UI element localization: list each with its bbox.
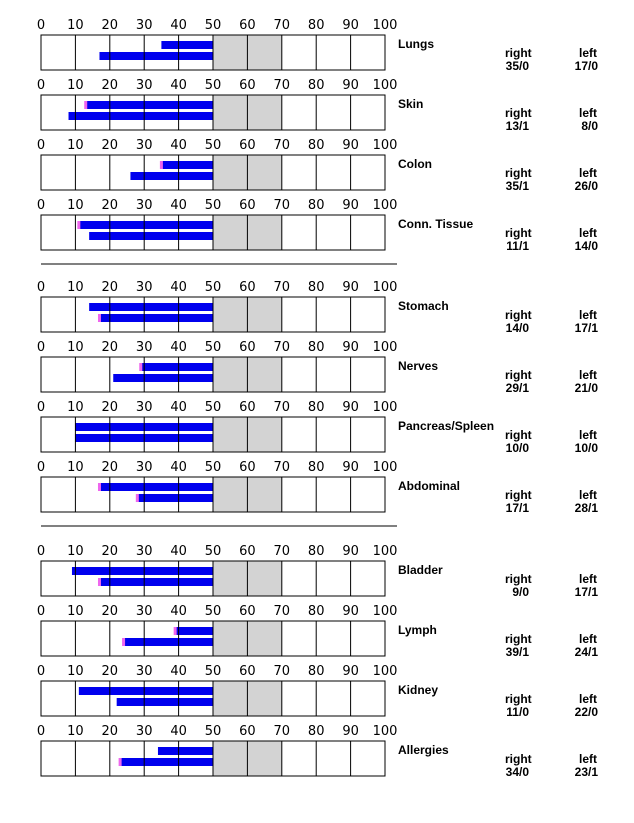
- tick-label: 100: [372, 724, 398, 739]
- tick-label: 0: [36, 664, 46, 679]
- tick-label: 60: [239, 400, 256, 415]
- left-score-allergies: 23/1: [574, 765, 598, 779]
- right-label: right: [505, 428, 532, 442]
- tick-label: 20: [101, 18, 119, 33]
- tick-label: 100: [372, 604, 398, 619]
- organ-label-colon: Colon: [398, 157, 432, 171]
- tick-label: 10: [67, 280, 84, 295]
- marker-right-abdominal: [98, 483, 101, 491]
- tick-label: 10: [67, 460, 84, 475]
- tick-label: 30: [135, 544, 153, 559]
- marker-left-allergies: [119, 758, 122, 766]
- tick-label: 40: [170, 280, 187, 295]
- tick-label: 60: [239, 544, 256, 559]
- tick-label: 0: [36, 198, 46, 213]
- tick-label: 10: [67, 604, 84, 619]
- tick-label: 80: [307, 340, 325, 355]
- bar-left-colon: [130, 172, 213, 180]
- tick-label: 100: [372, 18, 398, 33]
- left-score-skin: 8/0: [581, 119, 598, 133]
- tick-label: 50: [204, 280, 222, 295]
- organ-label-allergies: Allergies: [398, 743, 449, 757]
- tick-label: 70: [273, 198, 291, 213]
- left-score-colon: 26/0: [574, 179, 598, 193]
- tick-label: 40: [170, 724, 187, 739]
- left-label: left: [579, 488, 597, 502]
- left-score-conn-tissue: 14/0: [574, 239, 598, 253]
- tick-label: 60: [239, 340, 256, 355]
- tick-label: 0: [36, 280, 46, 295]
- tick-label: 100: [372, 280, 398, 295]
- tick-label: 20: [101, 724, 119, 739]
- tick-label: 40: [170, 664, 187, 679]
- tick-label: 90: [342, 664, 359, 679]
- right-score-bladder: 9/0: [512, 585, 529, 599]
- left-label: left: [579, 428, 597, 442]
- tick-label: 80: [307, 604, 325, 619]
- organ-label-nerves: Nerves: [398, 359, 439, 373]
- tick-label: 70: [273, 460, 291, 475]
- right-label: right: [505, 166, 532, 180]
- right-score-allergies: 34/0: [505, 765, 529, 779]
- tick-label: 30: [135, 18, 153, 33]
- tick-label: 50: [204, 544, 222, 559]
- tick-label: 0: [36, 460, 46, 475]
- tick-label: 40: [170, 138, 187, 153]
- right-label: right: [505, 106, 532, 120]
- tick-label: 50: [204, 400, 222, 415]
- tick-label: 30: [135, 604, 153, 619]
- tick-label: 60: [239, 78, 256, 93]
- tick-label: 90: [342, 400, 359, 415]
- right-score-abdominal: 17/1: [505, 501, 529, 515]
- left-label: left: [579, 752, 597, 766]
- tick-label: 40: [170, 460, 187, 475]
- right-label: right: [505, 632, 532, 646]
- tick-label: 0: [36, 138, 46, 153]
- organ-label-lymph: Lymph: [398, 623, 437, 637]
- right-label: right: [505, 226, 532, 240]
- tick-label: 100: [372, 198, 398, 213]
- tick-label: 40: [170, 340, 187, 355]
- tick-label: 60: [239, 198, 256, 213]
- tick-label: 50: [204, 18, 222, 33]
- tick-label: 40: [170, 78, 187, 93]
- tick-label: 10: [67, 18, 84, 33]
- tick-label: 10: [67, 544, 84, 559]
- tick-label: 100: [372, 544, 398, 559]
- tick-label: 100: [372, 460, 398, 475]
- tick-label: 90: [342, 198, 359, 213]
- tick-label: 0: [36, 544, 46, 559]
- tick-label: 70: [273, 544, 291, 559]
- tick-label: 30: [135, 400, 153, 415]
- tick-label: 60: [239, 138, 256, 153]
- right-label: right: [505, 692, 532, 706]
- tick-label: 10: [67, 400, 84, 415]
- tick-label: 50: [204, 460, 222, 475]
- marker-right-colon: [160, 161, 163, 169]
- tick-label: 20: [101, 400, 119, 415]
- bar-right-nerves: [141, 363, 213, 371]
- right-label: right: [505, 572, 532, 586]
- tick-label: 20: [101, 544, 119, 559]
- tick-label: 90: [342, 460, 359, 475]
- tick-label: 60: [239, 604, 256, 619]
- tick-label: 70: [273, 400, 291, 415]
- tick-label: 60: [239, 280, 256, 295]
- tick-label: 60: [239, 724, 256, 739]
- marker-left-lymph: [122, 638, 125, 646]
- bar-right-stomach: [89, 303, 213, 311]
- tick-label: 70: [273, 280, 291, 295]
- bar-right-conn-tissue: [79, 221, 213, 229]
- tick-label: 30: [135, 664, 153, 679]
- bar-right-allergies: [158, 747, 213, 755]
- tick-label: 50: [204, 198, 222, 213]
- marker-right-lymph: [174, 627, 177, 635]
- bar-left-allergies: [120, 758, 213, 766]
- tick-label: 100: [372, 78, 398, 93]
- tick-label: 90: [342, 78, 359, 93]
- tick-label: 80: [307, 280, 325, 295]
- tick-label: 10: [67, 78, 84, 93]
- bar-right-bladder: [72, 567, 213, 575]
- organ-label-pancreas-spleen: Pancreas/Spleen: [398, 419, 495, 433]
- left-score-abdominal: 28/1: [574, 501, 598, 515]
- bar-right-skin: [86, 101, 213, 109]
- tick-label: 50: [204, 340, 222, 355]
- tick-label: 90: [342, 604, 359, 619]
- tick-label: 80: [307, 138, 325, 153]
- tick-label: 0: [36, 78, 46, 93]
- left-label: left: [579, 692, 597, 706]
- tick-label: 40: [170, 198, 187, 213]
- tick-label: 0: [36, 340, 46, 355]
- tick-label: 20: [101, 138, 119, 153]
- tick-label: 10: [67, 198, 84, 213]
- left-label: left: [579, 106, 597, 120]
- tick-label: 40: [170, 18, 187, 33]
- right-label: right: [505, 46, 532, 60]
- tick-label: 20: [101, 460, 119, 475]
- tick-label: 10: [67, 138, 84, 153]
- tick-label: 70: [273, 78, 291, 93]
- marker-right-skin: [84, 101, 87, 109]
- right-score-lungs: 35/0: [505, 59, 529, 73]
- left-label: left: [579, 46, 597, 60]
- left-score-bladder: 17/1: [574, 585, 598, 599]
- tick-label: 100: [372, 340, 398, 355]
- tick-label: 90: [342, 724, 359, 739]
- bar-left-lungs: [99, 52, 213, 60]
- right-label: right: [505, 488, 532, 502]
- bar-left-bladder: [99, 578, 213, 586]
- tick-label: 0: [36, 604, 46, 619]
- marker-left-bladder: [98, 578, 101, 586]
- tick-label: 100: [372, 400, 398, 415]
- bar-left-skin: [69, 112, 213, 120]
- tick-label: 80: [307, 18, 325, 33]
- right-label: right: [505, 368, 532, 382]
- organ-label-abdominal: Abdominal: [398, 479, 460, 493]
- organ-label-lungs: Lungs: [398, 37, 434, 51]
- tick-label: 90: [342, 18, 359, 33]
- tick-label: 30: [135, 724, 153, 739]
- tick-label: 90: [342, 340, 359, 355]
- bar-right-lungs: [161, 41, 213, 49]
- tick-label: 30: [135, 138, 153, 153]
- bar-left-lymph: [124, 638, 213, 646]
- tick-label: 50: [204, 604, 222, 619]
- right-score-stomach: 14/0: [505, 321, 529, 335]
- tick-label: 30: [135, 460, 153, 475]
- tick-label: 80: [307, 664, 325, 679]
- tick-label: 80: [307, 198, 325, 213]
- tick-label: 10: [67, 664, 84, 679]
- organ-label-bladder: Bladder: [398, 563, 443, 577]
- left-score-pancreas-spleen: 10/0: [574, 441, 598, 455]
- tick-label: 90: [342, 138, 359, 153]
- tick-label: 0: [36, 724, 46, 739]
- marker-right-nerves: [139, 363, 142, 371]
- left-label: left: [579, 166, 597, 180]
- tick-label: 70: [273, 604, 291, 619]
- tick-label: 30: [135, 280, 153, 295]
- bar-right-colon: [161, 161, 213, 169]
- right-score-colon: 35/1: [505, 179, 529, 193]
- tick-label: 80: [307, 400, 325, 415]
- tick-label: 20: [101, 664, 119, 679]
- right-score-kidney: 11/0: [506, 705, 529, 719]
- organ-label-skin: Skin: [398, 97, 424, 111]
- tick-label: 20: [101, 78, 119, 93]
- tick-label: 10: [67, 724, 84, 739]
- left-label: left: [579, 572, 597, 586]
- tick-label: 0: [36, 18, 46, 33]
- left-score-lungs: 17/0: [574, 59, 598, 73]
- marker-right-conn-tissue: [77, 221, 80, 229]
- tick-label: 20: [101, 280, 119, 295]
- tick-label: 20: [101, 340, 119, 355]
- tick-label: 100: [372, 664, 398, 679]
- tick-label: 60: [239, 18, 256, 33]
- tick-label: 100: [372, 138, 398, 153]
- tick-label: 50: [204, 78, 222, 93]
- tick-label: 20: [101, 198, 119, 213]
- right-score-nerves: 29/1: [505, 381, 529, 395]
- bar-right-lymph: [175, 627, 213, 635]
- tick-label: 90: [342, 280, 359, 295]
- bar-left-kidney: [117, 698, 213, 706]
- tick-label: 80: [307, 460, 325, 475]
- bar-left-nerves: [113, 374, 213, 382]
- tick-label: 60: [239, 460, 256, 475]
- tick-label: 70: [273, 340, 291, 355]
- tick-label: 80: [307, 724, 325, 739]
- left-label: left: [579, 632, 597, 646]
- tick-label: 70: [273, 138, 291, 153]
- left-score-stomach: 17/1: [574, 321, 598, 335]
- organ-label-kidney: Kidney: [398, 683, 439, 697]
- left-score-nerves: 21/0: [574, 381, 598, 395]
- tick-label: 30: [135, 78, 153, 93]
- tick-label: 20: [101, 604, 119, 619]
- marker-left-stomach: [98, 314, 101, 322]
- tick-label: 30: [135, 198, 153, 213]
- left-label: left: [579, 368, 597, 382]
- tick-label: 70: [273, 18, 291, 33]
- left-label: left: [579, 308, 597, 322]
- bar-left-conn-tissue: [89, 232, 213, 240]
- tick-label: 0: [36, 400, 46, 415]
- tick-label: 90: [342, 544, 359, 559]
- bar-left-abdominal: [137, 494, 213, 502]
- tick-label: 50: [204, 138, 222, 153]
- right-label: right: [505, 752, 532, 766]
- tick-label: 30: [135, 340, 153, 355]
- left-score-lymph: 24/1: [574, 645, 598, 659]
- tick-label: 50: [204, 664, 222, 679]
- organ-label-conn-tissue: Conn. Tissue: [398, 217, 474, 231]
- right-score-lymph: 39/1: [505, 645, 529, 659]
- right-label: right: [505, 308, 532, 322]
- left-score-kidney: 22/0: [574, 705, 598, 719]
- tick-label: 80: [307, 78, 325, 93]
- tick-label: 80: [307, 544, 325, 559]
- tick-label: 60: [239, 664, 256, 679]
- tick-label: 10: [67, 340, 84, 355]
- organ-label-stomach: Stomach: [398, 299, 449, 313]
- bar-right-kidney: [79, 687, 213, 695]
- tick-label: 50: [204, 724, 222, 739]
- right-score-pancreas-spleen: 10/0: [505, 441, 529, 455]
- bar-right-abdominal: [99, 483, 213, 491]
- tick-label: 70: [273, 724, 291, 739]
- marker-left-abdominal: [136, 494, 139, 502]
- tick-label: 40: [170, 604, 187, 619]
- tick-label: 40: [170, 400, 187, 415]
- right-score-skin: 13/1: [505, 119, 529, 133]
- bar-left-stomach: [99, 314, 213, 322]
- tick-label: 70: [273, 664, 291, 679]
- tick-label: 40: [170, 544, 187, 559]
- left-label: left: [579, 226, 597, 240]
- right-score-conn-tissue: 11/1: [506, 239, 529, 253]
